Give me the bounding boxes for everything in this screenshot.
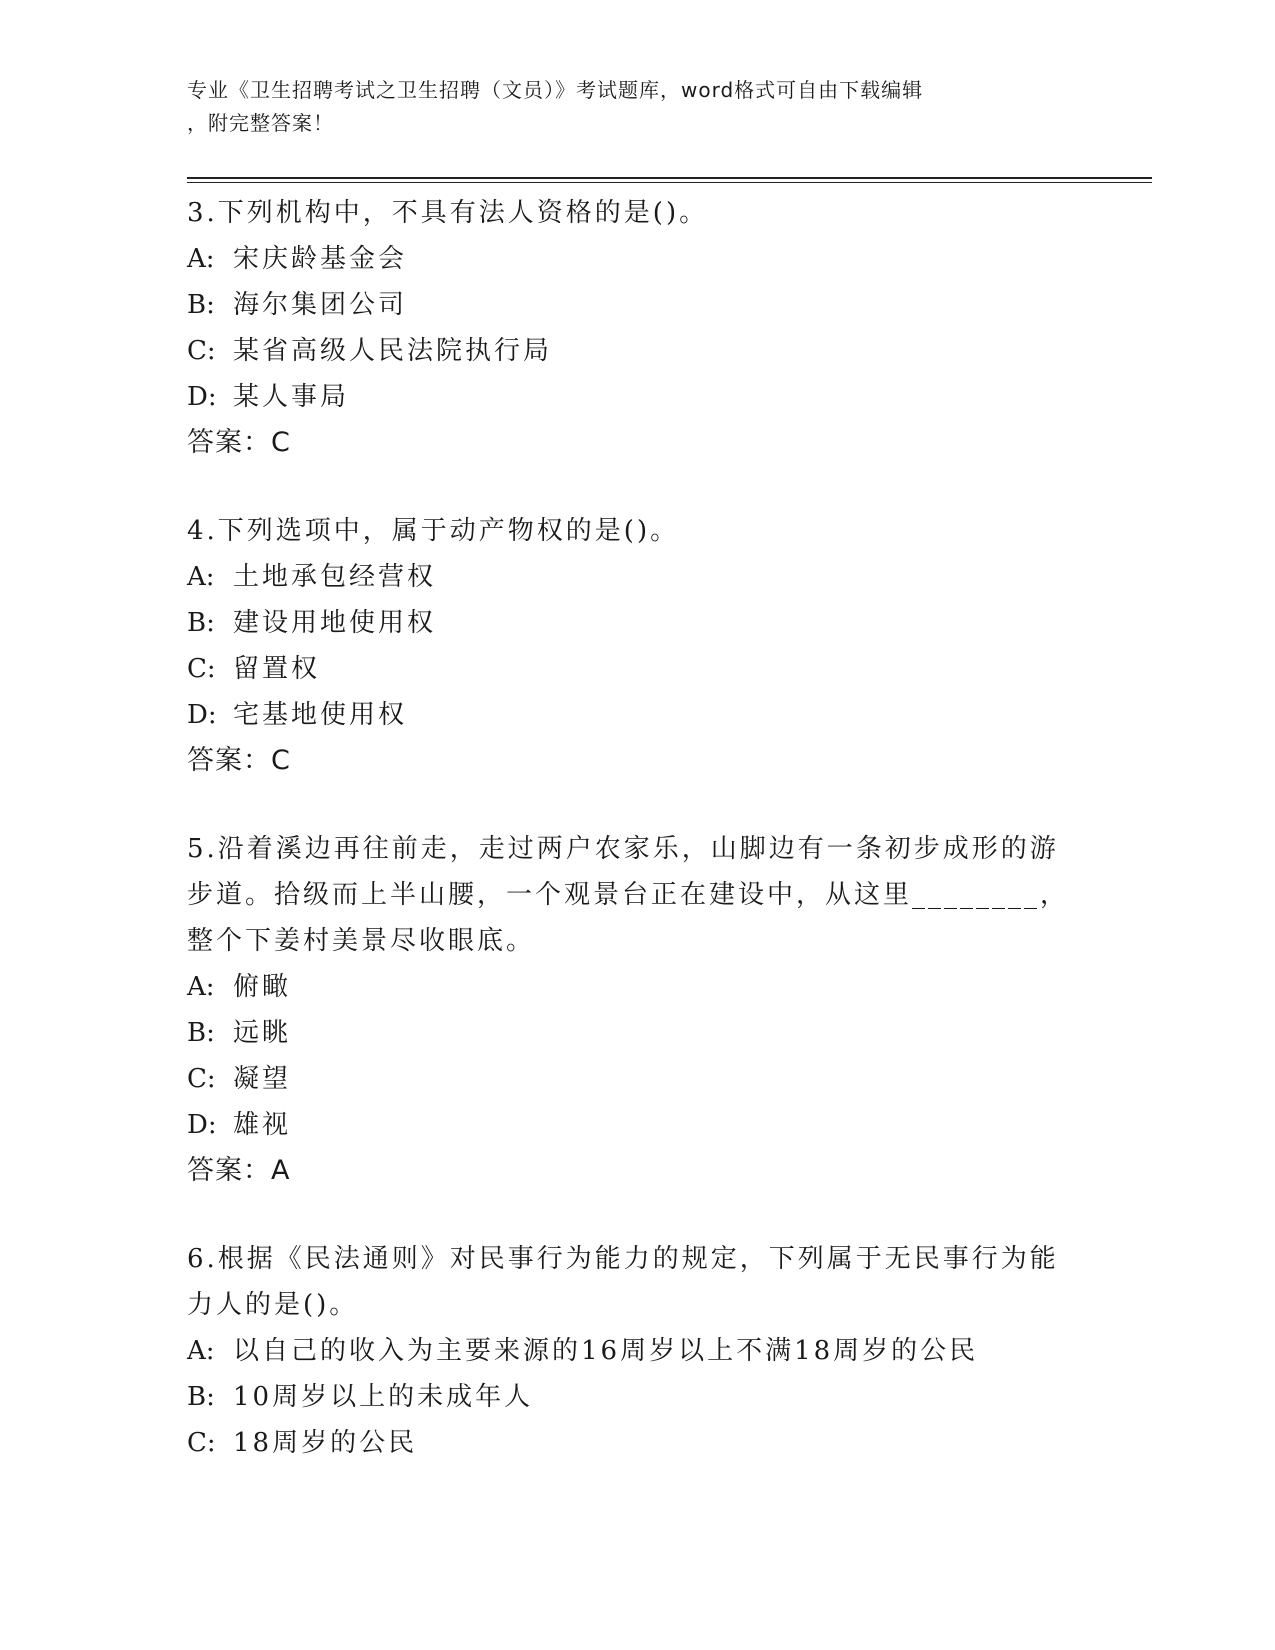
option-text: 海尔集团公司 xyxy=(233,290,408,320)
option-text: 雄视 xyxy=(233,1110,292,1140)
option-item xyxy=(187,1374,1067,1420)
option-text: 宋庆龄基金会 xyxy=(233,244,408,274)
document-header xyxy=(187,74,1087,140)
answer-line: 答案：C xyxy=(187,745,291,776)
question-item xyxy=(187,508,1067,784)
option-letter: C: xyxy=(187,1064,216,1094)
option-letter: C: xyxy=(187,654,216,684)
option-text: 远眺 xyxy=(233,1018,292,1048)
option-letter: D: xyxy=(187,1110,217,1140)
answer-line: 答案：A xyxy=(187,1155,291,1186)
option-text: 俯瞰 xyxy=(233,972,292,1002)
question-item xyxy=(187,826,1070,1194)
header-line-2: ，附完整答案！ xyxy=(187,111,334,135)
option-item xyxy=(187,1328,1067,1374)
option-letter: C: xyxy=(187,1428,216,1458)
option-letter: B: xyxy=(187,290,215,320)
question-stem: 整个下姜村美景尽收眼底。 xyxy=(187,926,536,956)
option-item xyxy=(187,328,1067,374)
answer-line: 答案：C xyxy=(187,427,291,458)
option-letter: B: xyxy=(187,1018,215,1048)
question-stem: 3.下列机构中，不具有法人资格的是()。 xyxy=(187,198,709,228)
header-line-1: 专业《卫生招聘考试之卫生招聘（文员）》考试题库，word格式可自由下载编辑 xyxy=(187,78,924,102)
option-letter: B: xyxy=(187,608,215,638)
question-stem: 步道。拾级而上半山腰，一个观景台正在建设中，从这里________， xyxy=(187,880,1070,910)
option-letter: D: xyxy=(187,700,217,730)
option-item xyxy=(187,1102,1067,1148)
option-letter: A: xyxy=(187,562,215,592)
question-stem: 5.沿着溪边再往前走，走过两户农家乐，山脚边有一条初步成形的游 xyxy=(187,834,1059,864)
option-item xyxy=(187,1420,1067,1466)
option-text: 10周岁以上的未成年人 xyxy=(233,1382,534,1412)
option-text: 凝望 xyxy=(233,1064,292,1094)
option-text: 某人事局 xyxy=(233,382,350,412)
question-item xyxy=(187,1236,1067,1466)
option-item xyxy=(187,282,1067,328)
option-text: 某省高级人民法院执行局 xyxy=(233,336,553,366)
option-letter: C: xyxy=(187,336,216,366)
option-item xyxy=(187,692,1067,738)
option-letter: D: xyxy=(187,382,217,412)
option-text: 宅基地使用权 xyxy=(233,700,408,730)
header-divider xyxy=(187,177,1152,183)
question-stem: 力人的是()。 xyxy=(187,1290,359,1320)
option-item xyxy=(187,1010,1067,1056)
option-text: 建设用地使用权 xyxy=(233,608,437,638)
question-list xyxy=(187,190,1070,1508)
option-item xyxy=(187,1056,1067,1102)
option-item xyxy=(187,236,1067,282)
option-item xyxy=(187,600,1067,646)
option-letter: A: xyxy=(187,972,215,1002)
option-text: 以自己的收入为主要来源的16周岁以上不满18周岁的公民 xyxy=(233,1336,979,1366)
option-text: 土地承包经营权 xyxy=(233,562,437,592)
option-text: 18周岁的公民 xyxy=(233,1428,418,1458)
option-item xyxy=(187,374,1067,420)
option-letter: B: xyxy=(187,1382,215,1412)
option-item xyxy=(187,646,1067,692)
question-stem: 6.根据《民法通则》对民事行为能力的规定，下列属于无民事行为能 xyxy=(187,1244,1059,1274)
option-item xyxy=(187,554,1067,600)
option-letter: A: xyxy=(187,244,215,274)
option-item xyxy=(187,964,1067,1010)
question-stem: 4.下列选项中，属于动产物权的是()。 xyxy=(187,516,680,546)
question-item xyxy=(187,190,1067,466)
option-letter: A: xyxy=(187,1336,215,1366)
option-text: 留置权 xyxy=(233,654,321,684)
